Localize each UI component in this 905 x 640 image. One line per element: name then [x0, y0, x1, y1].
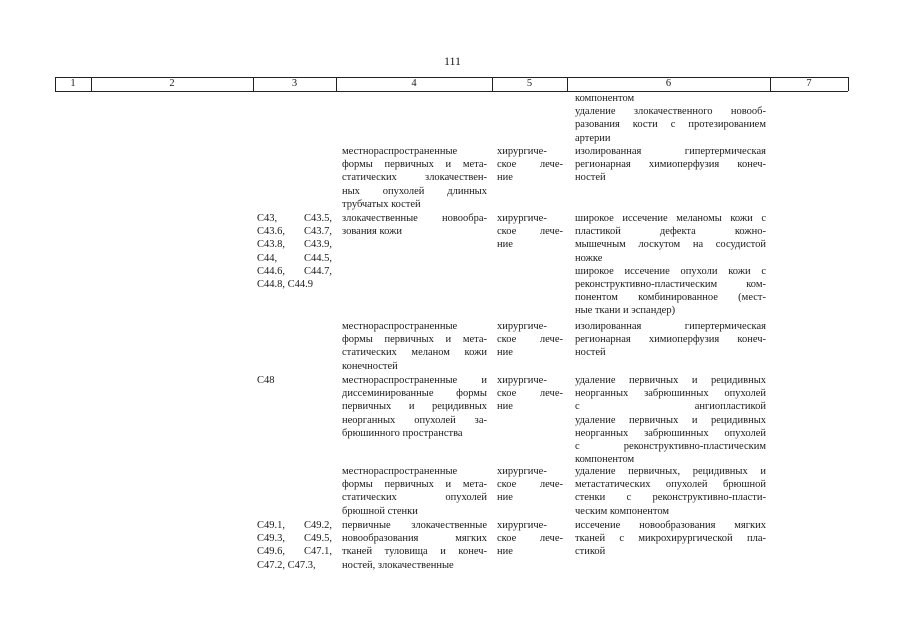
cell-text-line: злокачественные новообра-: [342, 213, 487, 224]
cell-text-line: C49.3, C49.5,: [257, 533, 332, 545]
cell-text-line: C43.6, C43.7,: [257, 226, 332, 238]
cell-text-line: неорганных забрюшинных опухолей: [575, 388, 766, 400]
column-header-4: 4: [411, 78, 417, 89]
cell-text-line: ножке: [575, 252, 603, 264]
cell-text-line: тканей с микрохирургической пла-: [575, 533, 766, 545]
cell-text-line: C49.1, C49.2,: [257, 520, 332, 531]
cell-text-line: разования кости с протезированием: [575, 119, 766, 131]
cell-text-line: формы первичных и мета-: [342, 479, 487, 491]
cell-text-line: неорганных забрюшинных опухолей: [575, 427, 766, 439]
cell-text-line: с ангиопластикой: [575, 401, 766, 413]
column-header-5: 5: [526, 78, 533, 89]
treatment-type-cell: [497, 145, 563, 185]
cell-text-line: изолированная гипертермическая: [575, 146, 766, 157]
icd-code-cell: [257, 212, 332, 291]
cell-text-line: ское лече-: [497, 159, 563, 171]
cell-text-line: артерии: [575, 132, 611, 144]
cell-text-line: хирургиче-: [497, 213, 547, 224]
cell-text-line: брюшинного пространства: [342, 427, 463, 439]
treatment-type-cell: [497, 465, 563, 505]
cell-text-line: компонентом: [575, 93, 635, 104]
cell-text-line: реконструктивно-пластическим ком-: [575, 278, 766, 290]
treatment-type-cell: [497, 320, 563, 360]
cell-text-line: C44, C44.5,: [257, 252, 332, 264]
column-header-6: 6: [665, 78, 672, 89]
column-header-1: 1: [70, 78, 76, 89]
cell-text-line: диссеминированные формы: [342, 388, 487, 400]
cell-text-line: первичных и рецидивных: [342, 401, 487, 413]
cell-text-line: широкое иссечение меланомы кожи с: [575, 213, 766, 224]
cell-text-line: формы первичных и мета-: [342, 159, 487, 171]
cell-text-line: брюшной стенки: [342, 505, 418, 517]
cell-text-line: ское лече-: [497, 479, 563, 491]
treatment-method-cell: [575, 320, 766, 360]
cell-text-line: удаление первичных и рецидивных: [575, 375, 766, 386]
cell-text-line: C43.8, C43.9,: [257, 239, 332, 251]
condition-cell: [342, 519, 487, 572]
cell-text-line: удаление злокачественного новооб-: [575, 106, 766, 118]
cell-text-line: ностей: [575, 172, 606, 184]
column-divider: [848, 77, 849, 91]
cell-text-line: хирургиче-: [497, 466, 547, 477]
cell-text-line: стенки с реконструктивно-пласти-: [575, 492, 766, 504]
icd-code-cell: [257, 374, 332, 387]
cell-text-line: ское лече-: [497, 226, 563, 238]
cell-text-line: неорганных опухолей за-: [342, 414, 487, 426]
cell-text-line: пластикой дефекта кожно-: [575, 226, 766, 238]
condition-cell: [342, 465, 487, 518]
cell-text-line: регионарная химиоперфузия конеч-: [575, 159, 766, 171]
cell-text-line: ные ткани и эспандер): [575, 305, 676, 317]
cell-text-line: C43, C43.5,: [257, 213, 332, 224]
cell-text-line: зования кожи: [342, 226, 402, 238]
cell-text-line: хирургиче-: [497, 146, 547, 157]
cell-text-line: ных опухолей длинных: [342, 185, 487, 197]
treatment-type-cell: [497, 212, 563, 252]
cell-text-line: хирургиче-: [497, 375, 547, 386]
cell-text-line: ческим компонентом: [575, 505, 670, 517]
cell-text-line: метастатических опухолей брюшной: [575, 479, 766, 491]
cell-text-line: ние: [497, 492, 513, 504]
treatment-method-cell: [575, 145, 766, 185]
treatment-method-cell: [575, 212, 766, 318]
cell-text-line: первичные злокачественные: [342, 520, 487, 531]
cell-text-line: удаление первичных, рецидивных и: [575, 466, 766, 477]
cell-text-line: ние: [497, 172, 513, 184]
cell-text-line: местнораспространенные: [342, 321, 458, 332]
cell-text-line: стикой: [575, 546, 606, 558]
cell-text-line: C47.2, C47.3,: [257, 559, 316, 571]
cell-text-line: широкое иссечение опухоли кожи с: [575, 265, 766, 277]
treatment-method-cell: [575, 374, 766, 466]
treatment-method-cell: [575, 92, 766, 145]
cell-text-line: ние: [497, 546, 513, 558]
cell-text-line: C48: [257, 375, 275, 386]
cell-text-line: C49.6, C47.1,: [257, 546, 332, 558]
cell-text-line: ское лече-: [497, 334, 563, 346]
treatment-type-cell: [497, 519, 563, 559]
cell-text-line: трубчатых костей: [342, 198, 421, 210]
column-header-2: 2: [169, 78, 175, 89]
cell-text-line: мышечным лоскутом на сосудистой: [575, 239, 766, 251]
cell-text-line: компонентом: [575, 454, 635, 466]
condition-cell: [342, 212, 487, 238]
cell-text-line: местнораспространенные: [342, 466, 458, 477]
cell-text-line: C44.8, C44.9: [257, 278, 314, 290]
cell-text-line: статических опухолей: [342, 492, 487, 504]
cell-text-line: удаление первичных и рецидивных: [575, 414, 766, 426]
cell-text-line: местнораспространенные: [342, 146, 458, 157]
condition-cell: [342, 145, 487, 211]
cell-text-line: ностей, злокачественные: [342, 559, 454, 571]
cell-text-line: C44.6, C44.7,: [257, 265, 332, 277]
column-header-7: 7: [806, 78, 812, 89]
cell-text-line: ние: [497, 239, 513, 251]
cell-text-line: статических меланом кожи: [342, 347, 487, 359]
cell-text-line: формы первичных и мета-: [342, 334, 487, 346]
cell-text-line: новообразования мягких: [342, 533, 487, 545]
cell-text-line: хирургиче-: [497, 520, 547, 531]
cell-text-line: ние: [497, 401, 513, 413]
page-number: 111: [443, 54, 462, 68]
treatment-method-cell: [575, 519, 766, 559]
cell-text-line: тканей туловища и конеч-: [342, 546, 487, 558]
cell-text-line: статических злокачествен-: [342, 172, 487, 184]
condition-cell: [342, 320, 487, 373]
cell-text-line: местнораспространенные и: [342, 375, 487, 386]
cell-text-line: регионарная химиоперфузия конеч-: [575, 334, 766, 346]
icd-code-cell: [257, 519, 332, 572]
cell-text-line: конечностей: [342, 360, 398, 372]
cell-text-line: иссечение новообразования мягких: [575, 520, 766, 531]
cell-text-line: изолированная гипертермическая: [575, 321, 766, 332]
column-header-3: 3: [291, 78, 298, 89]
treatment-method-cell: [575, 465, 766, 518]
cell-text-line: ское лече-: [497, 388, 563, 400]
treatment-type-cell: [497, 374, 563, 414]
condition-cell: [342, 374, 487, 440]
cell-text-line: ние: [497, 347, 513, 359]
cell-text-line: хирургиче-: [497, 321, 547, 332]
cell-text-line: с реконструктивно-пластическим: [575, 440, 766, 452]
cell-text-line: понентом комбинированное (мест-: [575, 292, 766, 304]
cell-text-line: ское лече-: [497, 533, 563, 545]
cell-text-line: ностей: [575, 347, 606, 359]
